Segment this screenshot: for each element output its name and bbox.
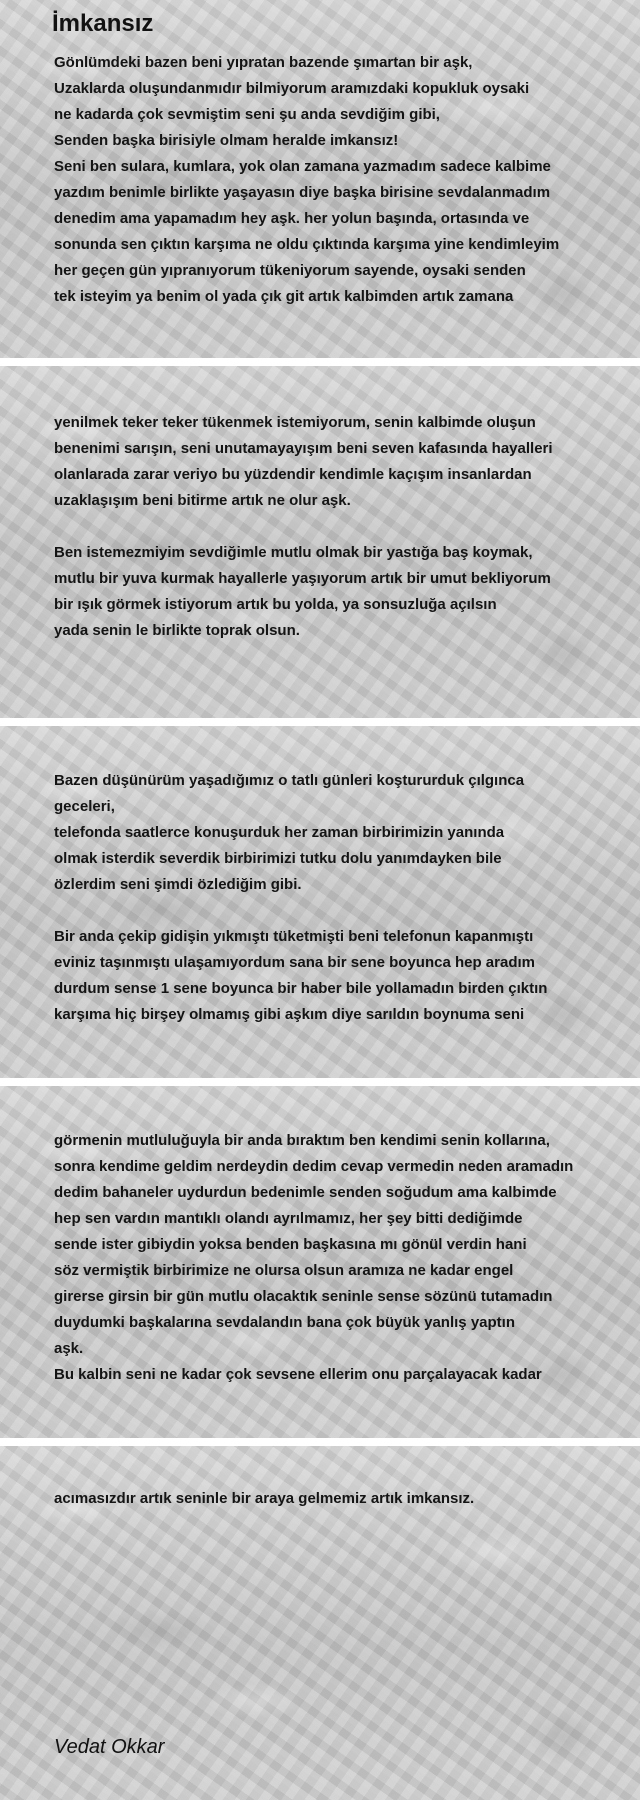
poem-line: mutlu bir yuva kurmak hayallerle yaşıyorum artık bir umut bekliyorum	[54, 570, 551, 587]
poem-line: tek isteyim ya benim ol yada çık git artık kalbimden artık zamana	[54, 288, 514, 305]
poem-panel-5	[0, 1446, 640, 1800]
poem-line: olanlarada zarar veriyo bu yüzdendir kendimle kaçışım insanlardan	[54, 466, 532, 483]
poem-line: benenimi sarışın, seni unutamayayışım beni seven kafasında hayalleri	[54, 440, 553, 457]
poem-line: Gönlümdeki bazen beni yıpratan bazende şımartan bir aşk,	[54, 54, 473, 71]
poem-line: girerse girsin bir gün mutlu olacaktık seninle sense sözünü tutamadın	[54, 1288, 553, 1305]
poem-line: sonunda sen çıktın karşıma ne oldu çıktında karşıma yine kendimleyim	[54, 236, 560, 253]
poem-stanza	[54, 1128, 616, 1388]
poem-line: geceleri,	[54, 798, 115, 815]
poem-title: İmkansız	[52, 10, 154, 37]
poem-line: Bazen düşünürüm yaşadığımız o tatlı günleri koştururduk çılgınca	[54, 772, 525, 789]
poem-line: durdum sense 1 sene boyunca bir haber bile yollamadın birden çıktın	[54, 980, 548, 997]
poem-line: uzaklaşışım beni bitirme artık ne olur aşk.	[54, 492, 351, 509]
poem-line: Bir anda çekip gidişin yıkmıştı tüketmişti beni telefonun kapanmıştı	[54, 928, 534, 945]
poem-line: Seni ben sulara, kumlara, yok olan zamana yazmadım sadece kalbime	[54, 158, 551, 175]
poem-line: eviniz taşınmıştı ulaşamıyordum sana bir sene boyunca hep aradım	[54, 954, 535, 971]
poem-author: Vedat Okkar	[54, 1736, 165, 1758]
poem-line: bir ışık görmek istiyorum artık bu yolda, ya sonsuzluğa açılsın	[54, 596, 497, 613]
poem-line: Bu kalbin seni ne kadar çok sevsene ellerim onu parçalayacak kadar	[54, 1366, 542, 1383]
poem-stanza	[54, 410, 616, 644]
poem-line: sende ister gibiydin yoksa benden başkasına mı gönül verdin hani	[54, 1236, 527, 1253]
poem-line	[54, 514, 616, 540]
poem-line: aşk.	[54, 1340, 84, 1357]
poem-stanza	[54, 768, 616, 1028]
poem-line: yenilmek teker teker tükenmek istemiyorum, senin kalbimde oluşun	[54, 414, 536, 431]
poem-line: yada senin le birlikte toprak olsun.	[54, 622, 300, 639]
poem-line: olmak isterdik severdik birbirimizi tutku dolu yanımdayken bile	[54, 850, 502, 867]
poem-line: ne kadarda çok sevmiştim seni şu anda sevdiğim gibi,	[54, 106, 440, 123]
poem-stanza	[54, 1486, 616, 1512]
poem-line: söz vermiştik birbirimize ne olursa olsun aramıza ne kadar engel	[54, 1262, 514, 1279]
poem-panel-2	[0, 366, 640, 718]
poem-panel-4	[0, 1086, 640, 1438]
poem-line: her geçen gün yıpranıyorum tükeniyorum sayende, oysaki senden	[54, 262, 526, 279]
poem-panel-1	[0, 0, 640, 358]
poem-panel-3	[0, 726, 640, 1078]
poem-line: Ben istemezmiyim sevdiğimle mutlu olmak bir yastığa baş koymak,	[54, 544, 533, 561]
poem-line: denedim ama yapamadım hey aşk. her yolun başında, ortasında ve	[54, 210, 530, 227]
poem-line: duydumki başkalarına sevdalandın bana çok büyük yanlış yaptın	[54, 1314, 515, 1331]
poem-line: telefonda saatlerce konuşurduk her zaman birbirimizin yanında	[54, 824, 505, 841]
poem-line: Senden başka birisiyle olmam heralde imkansız!	[54, 132, 399, 149]
poem-line: yazdım benimle birlikte yaşayasın diye başka birisine sevdalanmadım	[54, 184, 551, 201]
poem-stanza	[54, 50, 616, 310]
poem-line: sonra kendime geldim nerdeydin dedim cevap vermedin neden aramadın	[54, 1158, 574, 1175]
poem-line: dedim bahaneler uydurdun bedenimle senden soğudum ama kalbimde	[54, 1184, 557, 1201]
poem-line: karşıma hiç birşey olmamış gibi aşkım diye sarıldın boynuma seni	[54, 1006, 525, 1023]
poem-line: görmenin mutluluğuyla bir anda bıraktım ben kendimi senin kollarına,	[54, 1132, 550, 1149]
poem-line: Uzaklarda oluşundanmıdır bilmiyorum aramızdaki kopukluk oysaki	[54, 80, 530, 97]
poem-line	[54, 898, 616, 924]
poem-line: acımasızdır artık seninle bir araya gelmemiz artık imkansız.	[54, 1490, 475, 1507]
poem-line: özlerdim seni şimdi özlediğim gibi.	[54, 876, 302, 893]
poem-line: hep sen vardın mantıklı olandı ayrılmamız, her şey bitti dediğimde	[54, 1210, 523, 1227]
